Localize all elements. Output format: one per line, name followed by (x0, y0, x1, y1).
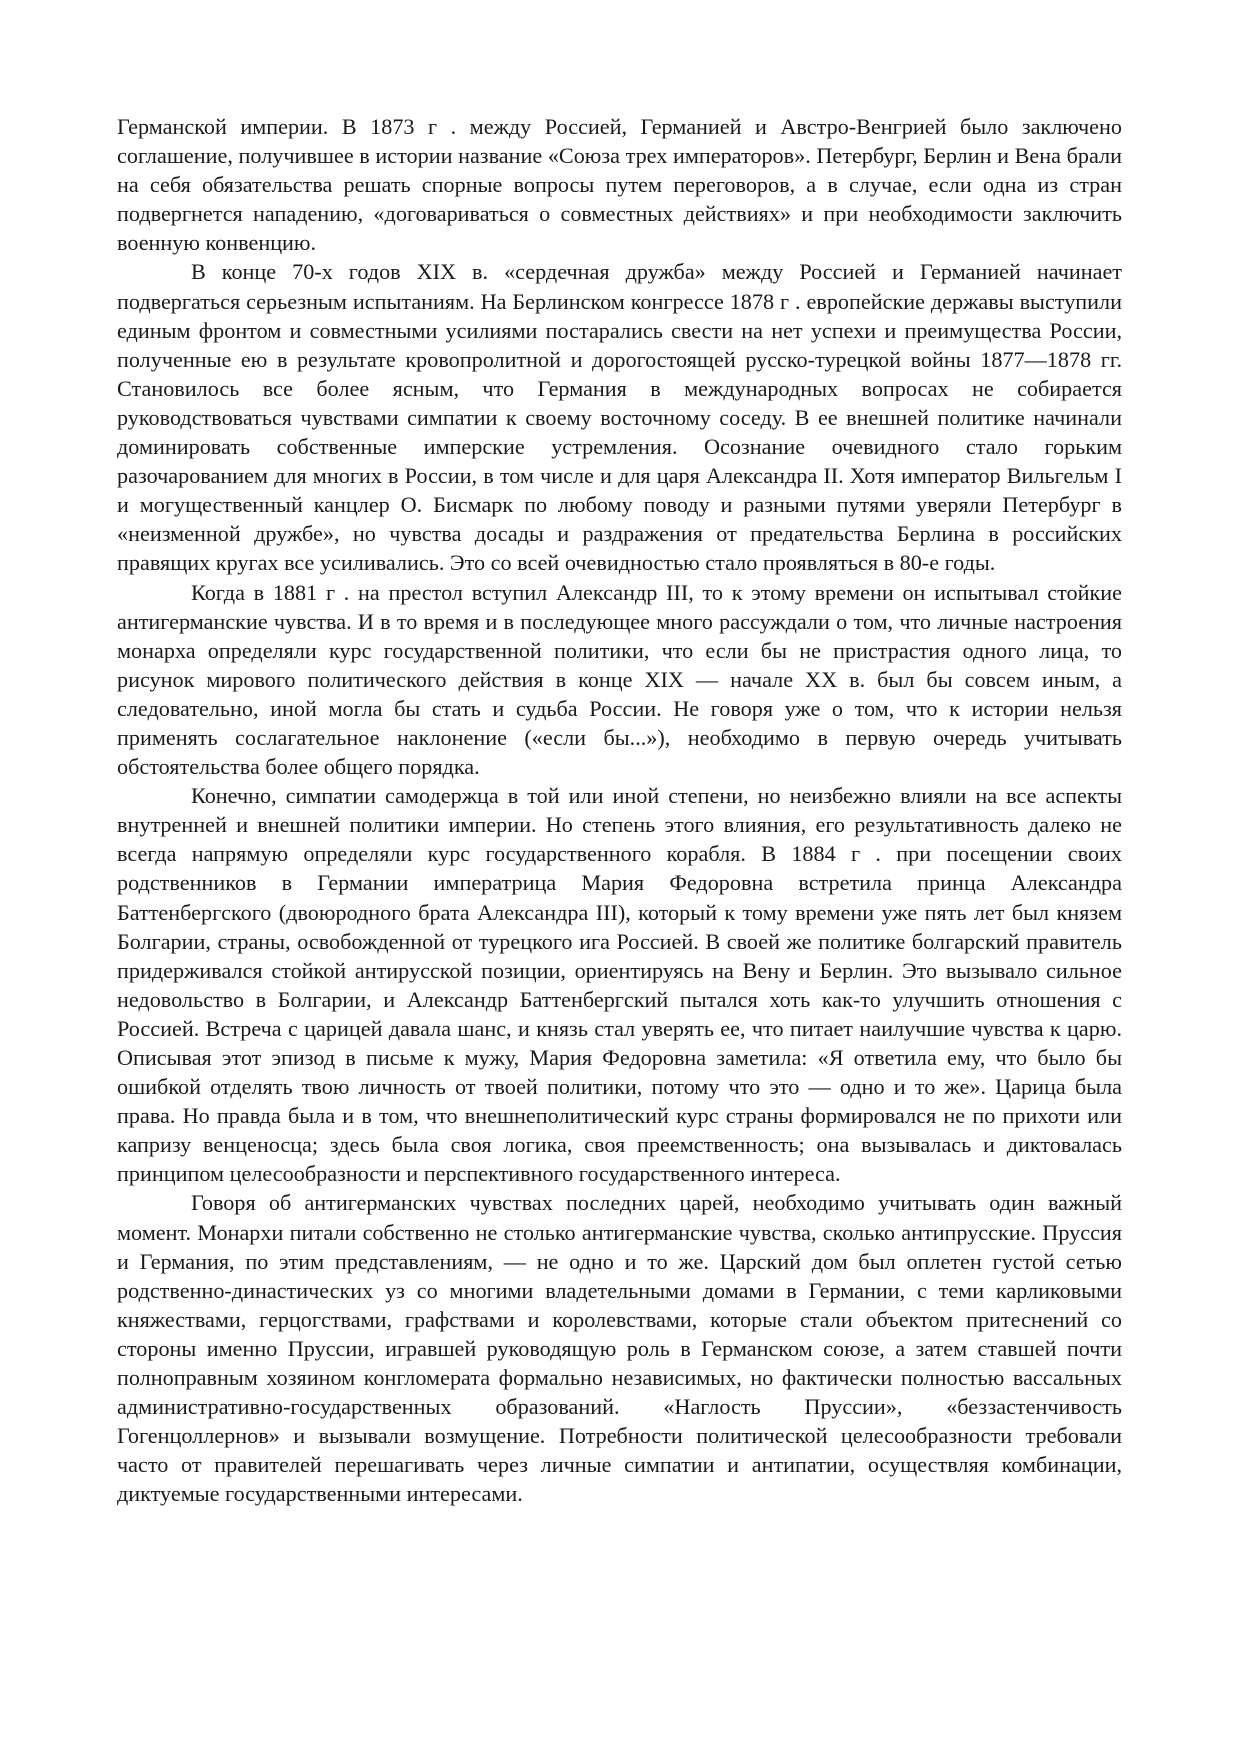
paragraph-1: Германской империи. В 1873 г . между Россией, Германией и Австро-Венгрией было заключено соглашение, получившее в истории название «Союза трех императоров». Петербург, Берлин и Вена брали на себя обязательства решать спорные вопросы путем переговоров, а в случае, если одна из стран подвергнется нападению, «договариваться о совместных действиях» и при необходимости заключить военную конвенцию. (117, 114, 1122, 256)
paragraph-2: В конце 70-х годов XIX в. «сердечная дружба» между Россией и Германией начинает подвергаться серьезным испытаниям. На Берлинском конгрессе 1878 г . европейские державы выступили единым фронтом и совместными усилиями постарались свести на нет успехи и преимущества России, полученные ею в результате кровопролитной и дорогостоящей русско-турецкой войны 1877—1878 гг. Становилось все более ясным, что Германия в международных вопросах не собирается руководствоваться чувствами симпатии к своему восточному соседу. В ее внешней политике начинали доминировать собственные имперские устремления. Осознание очевидного стало горьким разочарованием для многих в России, в том числе и для царя Александра II. Хотя император Вильгельм I и могущественный канцлер О. Бисмарк по любому поводу и разными путями уверяли Петербург в «неизменной дружбе», но чувства досады и раздражения от предательства Берлина в российских правящих кругах все усиливались. Это со всей очевидностью стало проявляться в 80-е годы. (117, 259, 1122, 576)
paragraph-3: Когда в 1881 г . на престол вступил Александр III, то к этому времени он испытывал стойкие антигерманские чувства. И в то время и в последующее много рассуждали о том, что личные настроения монарха определяли курс государственной политики, что если бы не пристрастия одного лица, то рисунок мирового политического действия в конце XIX — начале XX в. был бы совсем иным, а следовательно, иной могла бы стать и судьба России. Не говоря уже о том, что к истории нельзя применять сослагательное наклонение («если бы...»), необходимо в первую очередь учитывать обстоятельства более общего порядка. (117, 579, 1122, 780)
document-page (117, 112, 1122, 1509)
paragraph-5: Говоря об антигерманских чувствах последних царей, необходимо учитывать один важный момент. Монархи питали собственно не столько антигерманские чувства, сколько антипрусские. Пруссия и Германия, по этим представлениям, — не одно и то же. Царский дом был оплетен густой сетью родственно-династических уз со многими владетельными домами в Германии, с теми карликовыми княжествами, герцогствами, графствами и королевствами, которые стали объектом притеснений со стороны именно Пруссии, игравшей руководящую роль в Германском союзе, а затем ставшей почти полноправным хозяином конгломерата формально независимых, но фактически полностью вассальных административно-государственных образований. «Наглость Пруссии», «беззастенчивость Гогенцоллернов» и вызывали возмущение. Потребности политической целесообразности требовали часто от правителей перешагивать через личные симпатии и антипатии, осуществляя комбинации, диктуемые государственными интересами. (117, 1190, 1122, 1507)
paragraph-4: Конечно, симпатии самодержца в той или иной степени, но неизбежно влияли на все аспекты внутренней и внешней политики империи. Но степень этого влияния, его результативность далеко не всегда напрямую определяли курс государственного корабля. В 1884 г . при посещении своих родственников в Германии императрица Мария Федоровна встретила принца Александра Баттенбергского (двоюродного брата Александра III), который к тому времени уже пять лет был князем Болгарии, страны, освобожденной от турецкого ига Россией. В своей же политике болгарский правитель придерживался стойкой антирусской позиции, ориентируясь на Вену и Берлин. Это вызывало сильное недовольство в Болгарии, и Александр Баттенбергский пытался хоть как-то улучшить отношения с Россией. Встреча с царицей давала шанс, и князь стал уверять ее, что питает наилучшие чувства к царю. Описывая этот эпизод в письме к мужу, Мария Федоровна заметила: «Я ответила ему, что было бы ошибкой отделять твою личность от твоей политики, потому что это — одно и то же». Царица была права. Но правда была и в том, что внешнеполитический курс страны формировался не по прихоти или капризу венценосца; здесь была своя логика, своя преемственность; она вызывалась и диктовалась принципом целесообразности и перспективного государственного интереса. (117, 783, 1122, 1187)
